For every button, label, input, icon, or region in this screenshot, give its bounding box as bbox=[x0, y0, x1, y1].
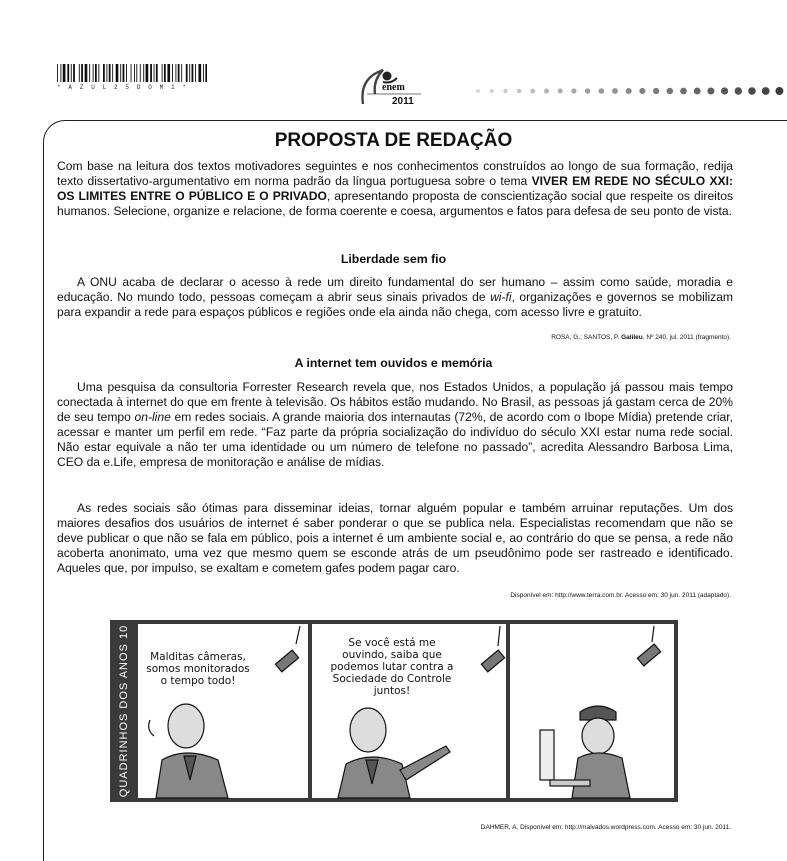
logo-year: 2011 bbox=[392, 96, 414, 107]
text1-body-b: , organizações e governos se mobilizam para expandir a rede para espaços públicos e regiões onde ela ainda não chega, com acesso livre e gratuito. bbox=[57, 290, 733, 319]
barcode-text: * A Z U L 2 5 D O M 1 * bbox=[57, 84, 189, 91]
panel1-line-2: somos monitorados bbox=[146, 663, 250, 675]
text2-title: A internet tem ouvidos e memória bbox=[294, 356, 493, 370]
text1-source-b: . Nº 240, jul. 2011 (fragmento). bbox=[642, 334, 731, 341]
comic-drawing bbox=[110, 620, 678, 802]
text1-body bbox=[57, 275, 733, 320]
panel2-line-3: podemos lutar contra a bbox=[330, 661, 454, 673]
text1-body-em: wi-fi bbox=[490, 290, 512, 304]
text2-paragraph-2: As redes sociais são ótimas para disseminar ideias, tornar alguém popular e também arruinar reputações. Um dos maiores desafios dos usuários de internet é saber ponderar o que se publica nela. Especialistas recomendam que não se deve publicar o que não se fala em público, pois a internet é um ambiente social e, ao contrário do que se pensa, a rede não acoberta anonimato, uma vez que mesmo quem se esconde atrás de um pseudônimo pode ser rastreado e identificado. Aqueles que, por impulso, se exaltam e cometem gafes podem pagar caro. bbox=[57, 501, 733, 575]
text2-source: Disponível em: http://www.terra.com.br. Acesso em: 30 jun. 2011 (adaptado). bbox=[510, 592, 731, 599]
text1-source-a: ROSA, G.; SANTOS, P. bbox=[551, 334, 622, 341]
text1-body-a: A ONU acaba de declarar o acesso à rede um direito fundamental do ser humano – assim como saúde, moradia e educação. No mundo todo, pessoas começam a abrir seus sinais privados de bbox=[57, 275, 733, 304]
text2-p1-a: Uma pesquisa da consultoria Forrester Research revela que, nos Estados Unidos, a população já passou mais tempo conectada à internet do que em frente à televisão. Os hábitos estão mudando. No Brasil, as pessoas já gastam cerca de 20% de seu tempo bbox=[57, 380, 733, 424]
panel2-line-2: ouvindo, saiba que bbox=[342, 649, 442, 661]
page-title: PROPOSTA DE REDAÇÃO bbox=[274, 130, 513, 151]
panel1-line-1: Malditas câmeras, bbox=[150, 651, 246, 663]
text1-source bbox=[551, 334, 731, 341]
text2-p1-em: on-line bbox=[134, 410, 171, 424]
comic-side-title: QUADRINHOS DOS ANOS 10 bbox=[118, 624, 130, 798]
comic-source: DAHMER, A. Disponível em: http://malvados.wordpress.com. Acesso em: 30 jun. 2011. bbox=[480, 824, 731, 831]
decorative-dots bbox=[473, 85, 787, 97]
panel2-line-5: juntos! bbox=[373, 685, 411, 697]
comic-strip bbox=[110, 620, 678, 802]
panel2-line-1: Se você está me bbox=[348, 637, 436, 649]
intro-theme: VIVER EM REDE NO SÉCULO XXI: OS LIMITES ENTRE O PÚBLICO E O PRIVADO bbox=[57, 174, 734, 203]
text1-title: Liberdade sem fio bbox=[340, 252, 447, 266]
logo-word: enem bbox=[382, 82, 405, 93]
intro-paragraph bbox=[57, 159, 733, 219]
text1-source-bold: Galileu bbox=[621, 334, 643, 341]
panel1-line-3: o tempo todo! bbox=[160, 675, 236, 687]
text2-p1-b: em redes sociais. A grande maioria dos internautas (72%, de acordo com o Ibope Mídia) pretende criar, acessar e manter um perfil em rede. “Faz parte da própria socialização do indivíduo do século XXI estar numa rede social. Não estar equivale a não ter uma identidade ou um número de telefone no passado”, acredita Alessandro Barbosa Lima, CEO da e.Life, empresa de monitoração e análise de mídias. bbox=[57, 410, 733, 469]
panel2-line-4: Sociedade do Controle bbox=[332, 673, 452, 685]
text2-paragraph-1 bbox=[57, 380, 733, 470]
intro-text-b: , apresentando proposta de conscientização social que respeite os direitos humanos. Selecione, organize e relacione, de forma coerente e coesa, argumentos e fatos para defesa de seu ponto de vista. bbox=[57, 189, 733, 218]
barcode bbox=[57, 64, 207, 82]
intro-text-a: Com base na leitura dos textos motivadores seguintes e nos conhecimentos construídos ao longo de sua formação, redija texto dissertativo-argumentativo em norma padrão da língua portuguesa sobre o tema bbox=[57, 159, 733, 188]
